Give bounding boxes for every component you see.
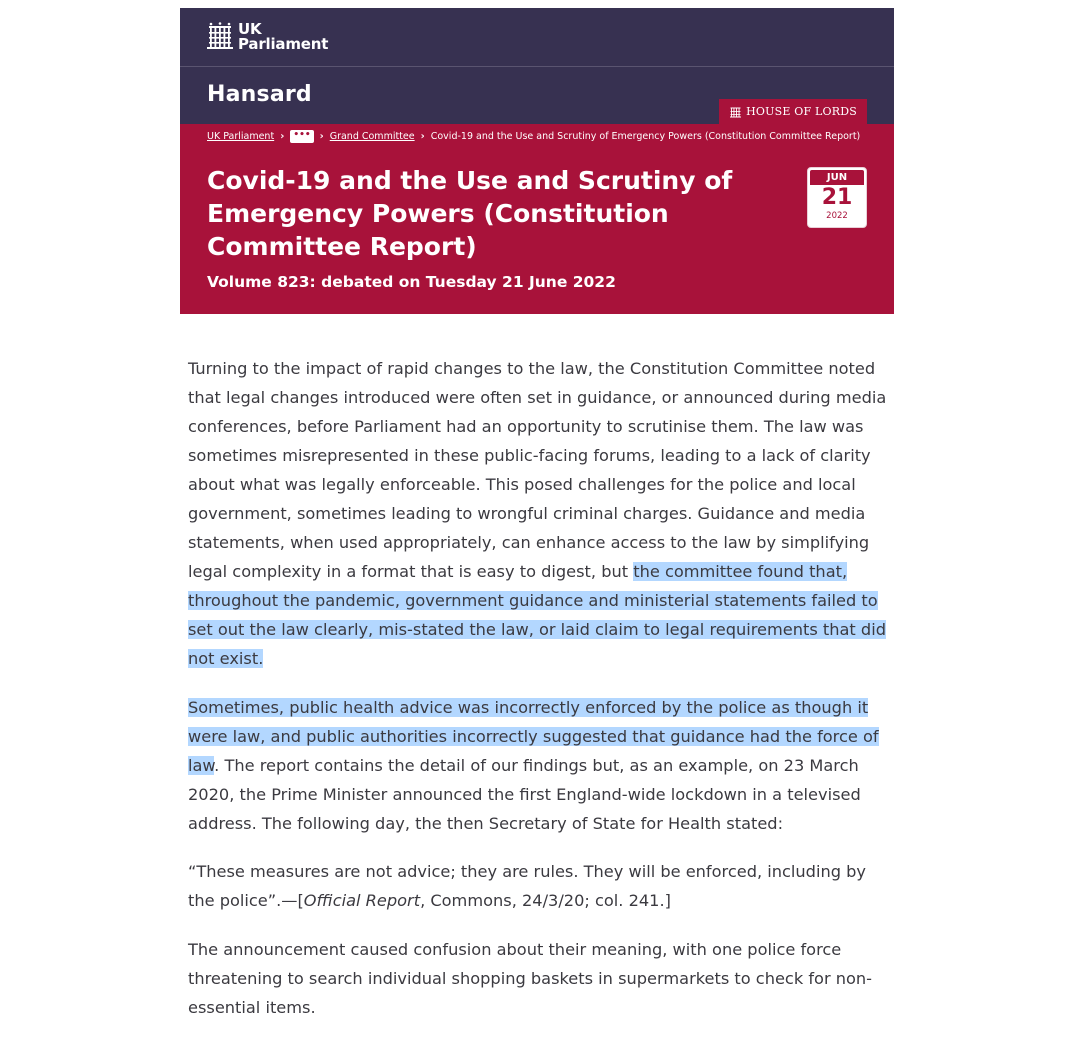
debate-title: Covid-19 and the Use and Scrutiny of Emergency Powers (Constitution Committee Report) bbox=[207, 166, 733, 261]
logo-line-parliament: Parliament bbox=[238, 35, 329, 53]
house-of-lords-label: HOUSE OF LORDS bbox=[746, 105, 857, 118]
breadcrumb bbox=[207, 130, 860, 143]
debate-content bbox=[188, 354, 888, 1041]
hansard-title[interactable]: Hansard bbox=[207, 82, 312, 107]
date-card bbox=[807, 167, 867, 228]
selected-text: the committee found that, throughout the pandemic, government guidance and ministerial statements failed to set out the law clearly, mis-stated the law, or laid claim to legal requirements that did not exist. bbox=[188, 562, 886, 668]
paragraph-text: Turning to the impact of rapid changes to the law, the Constitution Committee noted that legal changes introduced were often set in guidance, or announced during media conferences, before Parliament had an opportunity to scrutinise them. The law was sometimes misrepresented in these public-facing forums, leading to a lack of clarity about what was legally enforceable. This posed challenges for the police and local government, sometimes leading to wrongful criminal charges. Guidance and media statements, when used appropriately, can enhance access to the law by simplifying legal complexity in a format that is easy to digest, but bbox=[188, 359, 887, 581]
chevron-right-icon: › bbox=[280, 131, 285, 142]
quote-paragraph bbox=[188, 857, 888, 915]
paragraph bbox=[188, 354, 888, 673]
selected-text: Sometimes, public health advice was incorrectly enforced by the police as though it were law, and public authorities incorrectly suggested that guidance had the force of law bbox=[188, 697, 879, 775]
paragraph: The announcement caused confusion about their meaning, with one police force threatening to search individual shopping baskets in supermarkets to check for non-essential items. bbox=[188, 939, 873, 1017]
logo-line-uk: UK bbox=[238, 20, 262, 38]
parliament-top-bar bbox=[180, 8, 894, 67]
quote-citation: , Commons, 24/3/20; col. 241.] bbox=[420, 891, 671, 910]
portcullis-icon bbox=[207, 22, 233, 52]
breadcrumb-grand-committee[interactable]: Grand Committee bbox=[329, 131, 415, 142]
paragraph bbox=[188, 693, 888, 838]
house-of-lords-tag bbox=[719, 99, 867, 124]
quote-text: “These measures are not advice; they are rules. They will be enforced, including by the police”.—[ bbox=[188, 862, 866, 910]
portcullis-small-icon bbox=[730, 106, 741, 118]
breadcrumb-current: Covid-19 and the Use and Scrutiny of Emergency Powers (Constitution Committee Report) bbox=[430, 131, 861, 142]
date-month: JUN bbox=[810, 170, 864, 185]
breadcrumb-uk-parliament[interactable]: UK Parliament bbox=[207, 131, 275, 142]
chevron-right-icon: › bbox=[319, 131, 324, 142]
uk-parliament-logo[interactable] bbox=[207, 22, 328, 52]
chevron-right-icon: › bbox=[420, 131, 425, 142]
date-year: 2022 bbox=[826, 211, 848, 221]
volume-line: Volume 823: debated on Tuesday 21 June 2022 bbox=[207, 273, 616, 291]
date-day: 21 bbox=[821, 185, 853, 210]
paragraph-text: . The report contains the detail of our findings but, as an example, on 23 March 2020, the Prime Minister announced the first England-wide lockdown in a televised address. The following day, the then Secretary of State for Health stated: bbox=[188, 755, 861, 833]
breadcrumb-more-button[interactable]: ••• bbox=[290, 130, 313, 143]
official-report-reference: Official Report bbox=[303, 891, 421, 910]
debate-header bbox=[180, 124, 894, 314]
page-header bbox=[180, 8, 894, 314]
hansard-bar bbox=[180, 67, 894, 124]
